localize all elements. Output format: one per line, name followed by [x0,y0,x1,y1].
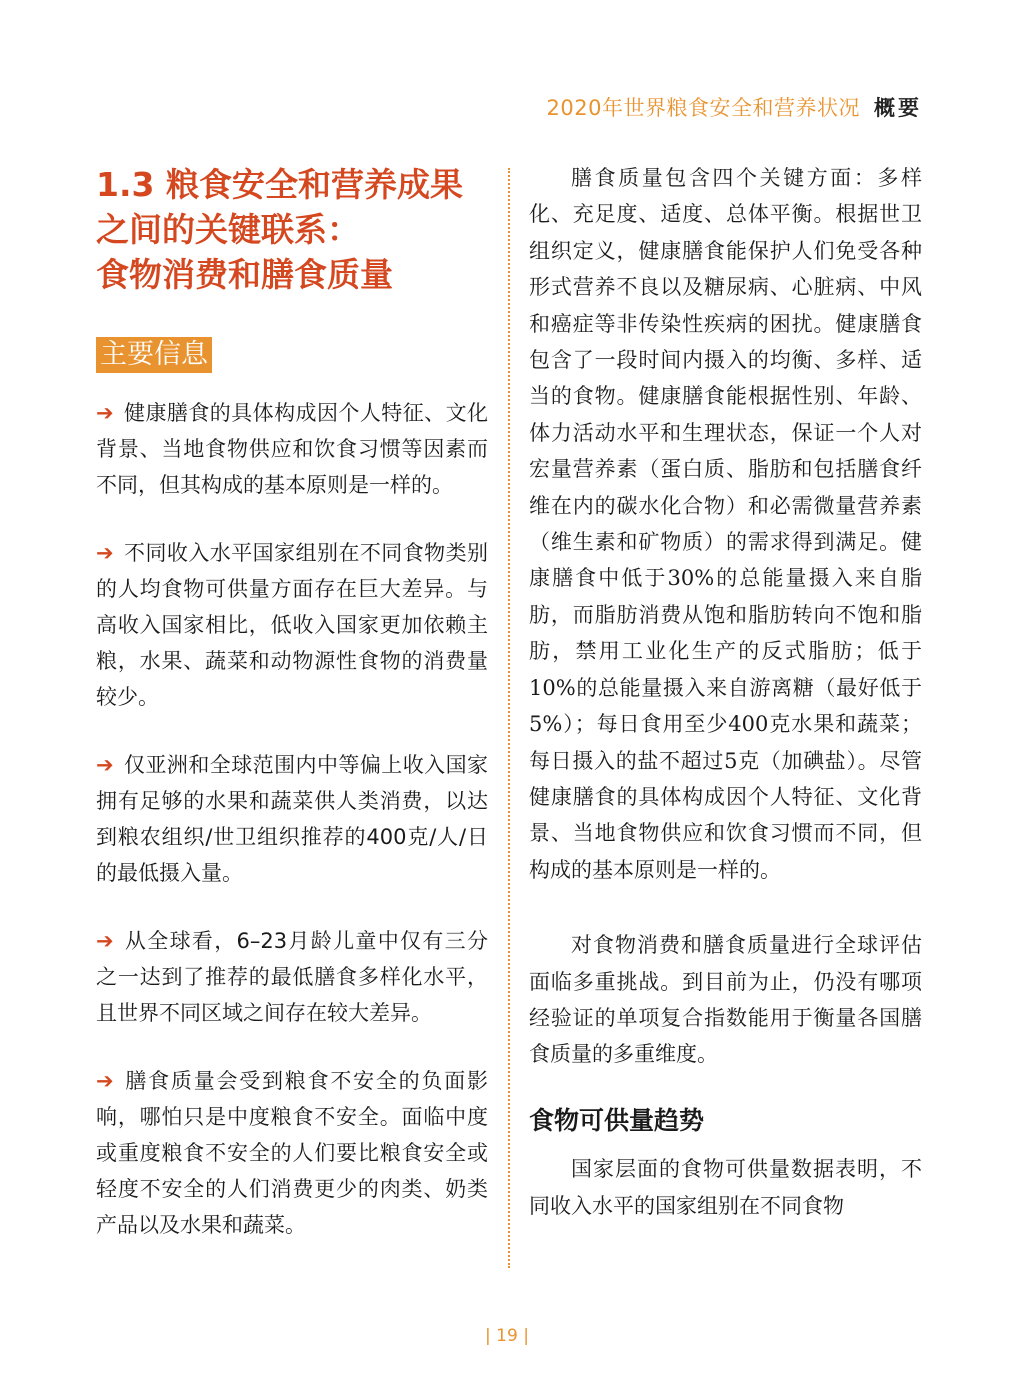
key-message-text: 仅亚洲和全球范围内中等偏上收入国家拥有足够的水果和蔬菜供人类消费，以达到粮农组织/世卫组织推荐的400克/人/日的最低摄入量。 [96,753,488,885]
section-label: 概要 [874,96,922,120]
right-column [529,160,922,1224]
title-line-1: 1.3 粮食安全和营养成果 [96,165,463,204]
arrow-right-icon: ➔ [96,1069,114,1093]
title-line-3: 食物消费和膳食质量 [96,255,393,294]
title-line-2: 之间的关键联系： [96,210,360,249]
key-message-item [96,923,488,1031]
arrow-right-icon: ➔ [96,541,114,565]
key-message-text: 健康膳食的具体构成因个人特征、文化背景、当地食物供应和饮食习惯等因素而不同，但其构成的基本原则是一样的。 [96,401,488,497]
body-paragraph-assessment: 对食物消费和膳食质量进行全球评估面临多重挑战。到目前为止，仍没有哪项经验证的单项复合指数能用于衡量各国膳食质量的多重维度。 [529,933,922,1067]
left-column [96,162,488,1275]
subheading: 食物可供量趋势 [529,1105,705,1135]
arrow-right-icon: ➔ [96,753,114,777]
column-divider [508,168,510,1268]
key-message-item [96,1063,488,1243]
key-messages-label: 主要信息 [96,337,212,373]
arrow-right-icon: ➔ [96,929,114,953]
report-title: 2020年世界粮食安全和营养状况 [546,96,860,120]
page-number: | 19 | [485,1326,529,1346]
key-message-text: 不同收入水平国家组别在不同食物类别的人均食物可供量方面存在巨大差异。与高收入国家相比，低收入国家更加依赖主粮，水果、蔬菜和动物源性食物的消费量较少。 [96,541,488,709]
key-message-item [96,747,488,891]
key-message-item [96,535,488,715]
arrow-right-icon: ➔ [96,401,114,425]
key-message-item [96,395,488,503]
running-header [547,92,922,122]
body-paragraph-diet-quality: 膳食质量包含四个关键方面：多样化、充足度、适度、总体平衡。根据世卫组织定义，健康膳食能保护人们免受各种形式营养不良以及糖尿病、心脏病、中风和癌症等非传染性疾病的困扰。健康膳食包含了一段时间内摄入的均衡、多样、适当的食物。健康膳食能根据性别、年龄、体力活动水平和生理状态，保证一个人对宏量营养素（蛋白质、脂肪和包括膳食纤维在内的碳水化合物）和必需微量营养素（维生素和矿物质）的需求得到满足。健康膳食中低于30%的总能量摄入来自脂肪，而脂肪消费从饱和脂肪转向不饱和脂肪，禁用工业化生产的反式脂肪；低于10%的总能量摄入来自游离糖（最好低于5%）；每日食用至少400克水果和蔬菜；每日摄入的盐不超过5克（加碘盐）。尽管健康膳食的具体构成因个人特征、文化背景、当地食物供应和饮食习惯而不同，但构成的基本原则是一样的。 [529,166,922,882]
body-paragraph-availability: 国家层面的食物可供量数据表明，不同收入水平的国家组别在不同食物 [529,1157,922,1218]
key-message-text: 从全球看，6–23月龄儿童中仅有三分之一达到了推荐的最低膳食多样化水平，且世界不同区域之间存在较大差异。 [96,929,488,1025]
section-title [96,162,488,297]
key-message-text: 膳食质量会受到粮食不安全的负面影响，哪怕只是中度粮食不安全。面临中度或重度粮食不安全的人们要比粮食安全或轻度不安全的人们消费更少的肉类、奶类产品以及水果和蔬菜。 [96,1069,488,1237]
key-messages-list [96,395,488,1243]
